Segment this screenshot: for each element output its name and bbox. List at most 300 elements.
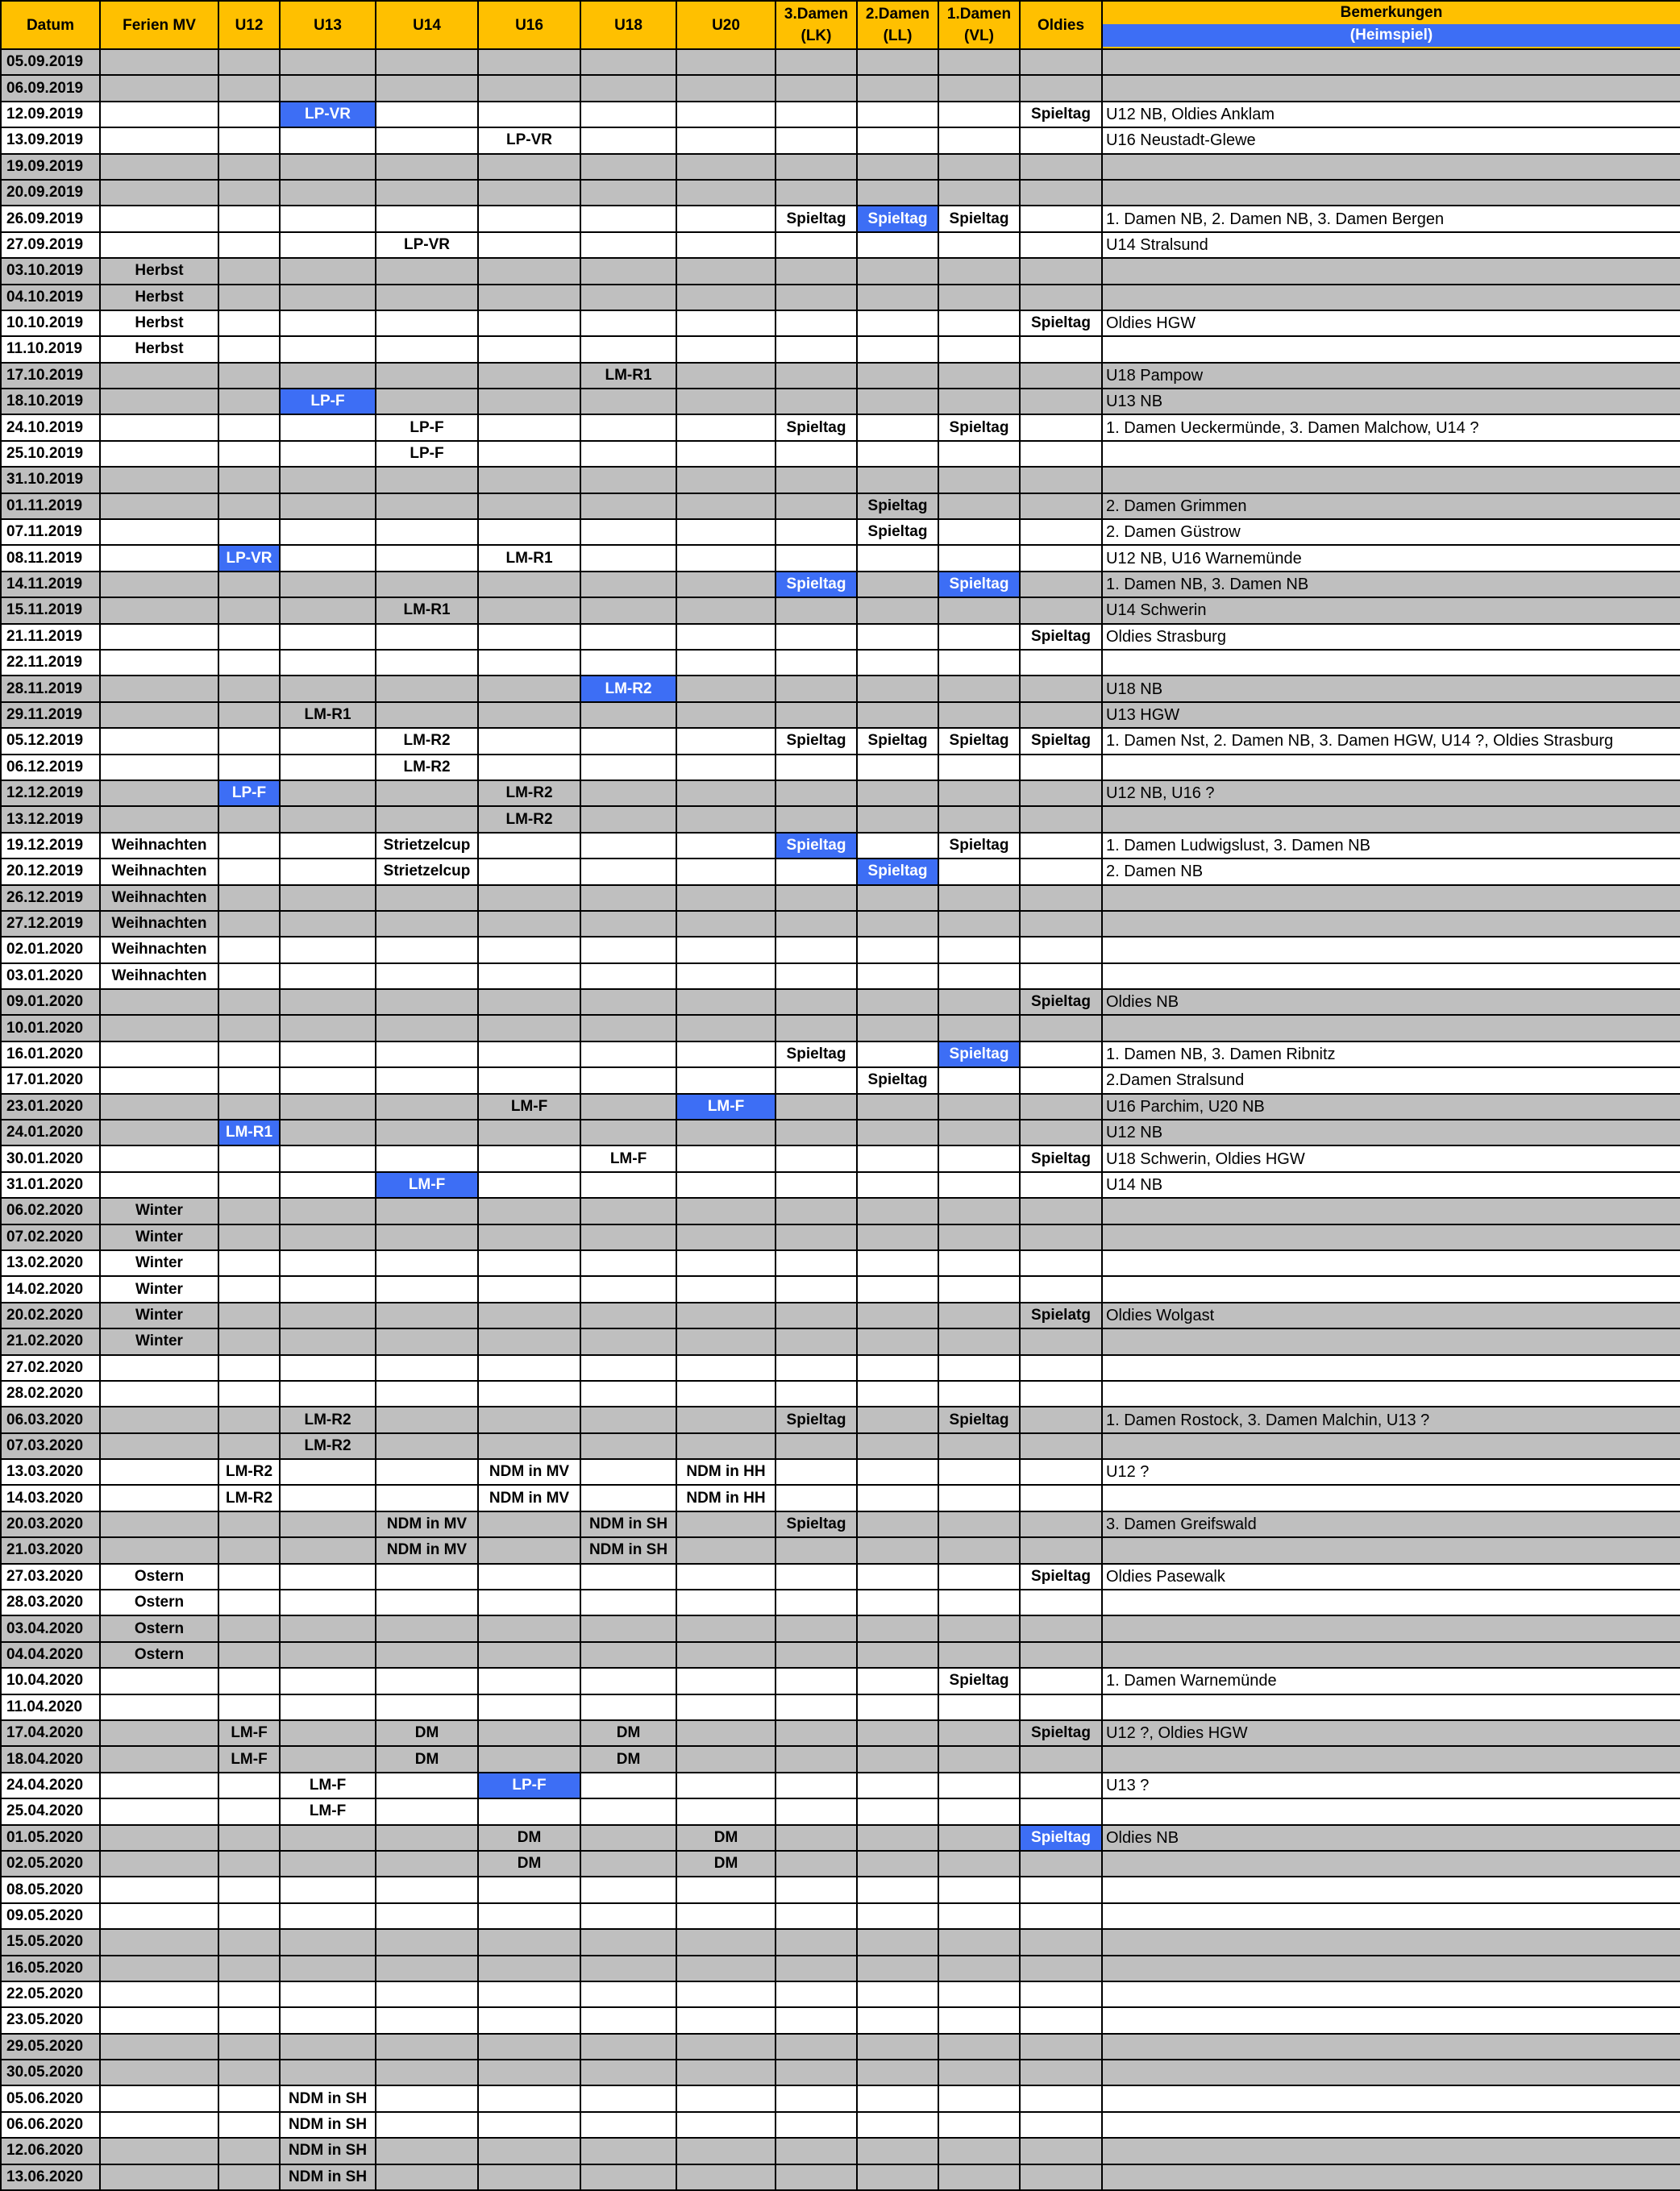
cell-d2[interactable] (857, 102, 938, 127)
cell-u16[interactable]: LP-VR (478, 127, 580, 153)
date-cell[interactable]: 03.04.2020 (1, 1615, 100, 1641)
cell-d1[interactable] (938, 1381, 1020, 1407)
remarks-cell[interactable]: Oldies NB (1102, 1825, 1680, 1851)
cell-oldies[interactable] (1020, 232, 1102, 258)
cell-u13[interactable] (280, 597, 376, 623)
cell-d1[interactable] (938, 441, 1020, 467)
cell-ferien[interactable]: Weihnachten (100, 833, 218, 859)
cell-u18[interactable] (580, 467, 676, 493)
cell-u13[interactable] (280, 937, 376, 962)
cell-u20[interactable] (676, 336, 776, 362)
cell-d3[interactable] (776, 363, 857, 389)
cell-u16[interactable] (478, 206, 580, 231)
cell-u20[interactable] (676, 1067, 776, 1093)
cell-d1[interactable] (938, 1720, 1020, 1746)
cell-u20[interactable] (676, 1145, 776, 1171)
date-cell[interactable]: 28.02.2020 (1, 1381, 100, 1407)
cell-u13[interactable] (280, 1537, 376, 1563)
cell-d3[interactable] (776, 232, 857, 258)
cell-u18[interactable] (580, 102, 676, 127)
cell-d3[interactable] (776, 885, 857, 911)
cell-ferien[interactable] (100, 232, 218, 258)
cell-d3[interactable]: Spieltag (776, 1511, 857, 1537)
remarks-cell[interactable] (1102, 2164, 1680, 2190)
cell-u14[interactable] (376, 2085, 478, 2111)
cell-u16[interactable] (478, 389, 580, 414)
remarks-cell[interactable] (1102, 1537, 1680, 1563)
cell-oldies[interactable] (1020, 1015, 1102, 1041)
cell-d3[interactable] (776, 1720, 857, 1746)
cell-u13[interactable] (280, 806, 376, 832)
date-cell[interactable]: 24.10.2019 (1, 414, 100, 440)
cell-d3[interactable]: Spieltag (776, 206, 857, 231)
cell-d3[interactable] (776, 1276, 857, 1302)
cell-d1[interactable] (938, 127, 1020, 153)
cell-ferien[interactable]: Winter (100, 1276, 218, 1302)
cell-u16[interactable] (478, 1172, 580, 1198)
date-cell[interactable]: 01.05.2020 (1, 1825, 100, 1851)
cell-d2[interactable] (857, 1094, 938, 1120)
cell-oldies[interactable] (1020, 1094, 1102, 1120)
cell-u18[interactable] (580, 650, 676, 676)
remarks-cell[interactable]: U16 Parchim, U20 NB (1102, 1094, 1680, 1120)
cell-u14[interactable] (376, 1798, 478, 1824)
remarks-cell[interactable] (1102, 2085, 1680, 2111)
date-cell[interactable]: 29.05.2020 (1, 2034, 100, 2060)
cell-oldies[interactable] (1020, 1120, 1102, 1145)
date-cell[interactable]: 04.10.2019 (1, 285, 100, 310)
date-cell[interactable]: 04.04.2020 (1, 1642, 100, 1668)
cell-u20[interactable] (676, 937, 776, 962)
cell-u14[interactable] (376, 1642, 478, 1668)
cell-u12[interactable] (218, 702, 280, 728)
cell-u20[interactable] (676, 258, 776, 284)
cell-d1[interactable] (938, 2164, 1020, 2190)
cell-ferien[interactable]: Ostern (100, 1564, 218, 1590)
cell-d1[interactable] (938, 911, 1020, 937)
cell-u12[interactable] (218, 389, 280, 414)
cell-u14[interactable] (376, 1433, 478, 1459)
cell-d1[interactable]: Spieltag (938, 1041, 1020, 1067)
cell-oldies[interactable] (1020, 1433, 1102, 1459)
cell-d1[interactable]: Spieltag (938, 1668, 1020, 1694)
cell-u18[interactable] (580, 911, 676, 937)
cell-u12[interactable] (218, 624, 280, 650)
cell-d3[interactable] (776, 1642, 857, 1668)
cell-u12[interactable] (218, 1877, 280, 1902)
cell-oldies[interactable] (1020, 1537, 1102, 1563)
cell-u12[interactable] (218, 676, 280, 701)
remarks-cell[interactable]: U13 NB (1102, 389, 1680, 414)
cell-d1[interactable] (938, 1798, 1020, 1824)
date-cell[interactable]: 22.11.2019 (1, 650, 100, 676)
cell-u14[interactable] (376, 806, 478, 832)
cell-u18[interactable] (580, 258, 676, 284)
cell-d3[interactable] (776, 650, 857, 676)
cell-u16[interactable] (478, 2138, 580, 2164)
cell-oldies[interactable] (1020, 2085, 1102, 2111)
cell-oldies[interactable] (1020, 1694, 1102, 1720)
header-u14[interactable]: U14 (376, 1, 478, 49)
cell-u20[interactable] (676, 1642, 776, 1668)
cell-d3[interactable] (776, 127, 857, 153)
cell-d2[interactable] (857, 1485, 938, 1511)
cell-u13[interactable] (280, 1981, 376, 2007)
date-cell[interactable]: 28.11.2019 (1, 676, 100, 701)
cell-u12[interactable] (218, 597, 280, 623)
cell-d3[interactable]: Spieltag (776, 1407, 857, 1432)
cell-u16[interactable] (478, 1929, 580, 1955)
cell-u20[interactable]: LM-F (676, 1094, 776, 1120)
cell-u16[interactable] (478, 154, 580, 180)
cell-ferien[interactable]: Winter (100, 1224, 218, 1250)
date-cell[interactable]: 05.12.2019 (1, 728, 100, 754)
cell-u16[interactable] (478, 180, 580, 206)
cell-u16[interactable] (478, 963, 580, 989)
cell-ferien[interactable]: Winter (100, 1198, 218, 1224)
cell-u18[interactable] (580, 1825, 676, 1851)
cell-oldies[interactable] (1020, 963, 1102, 989)
cell-u12[interactable] (218, 154, 280, 180)
cell-ferien[interactable] (100, 154, 218, 180)
cell-u20[interactable] (676, 780, 776, 806)
cell-u18[interactable] (580, 1615, 676, 1641)
cell-d2[interactable] (857, 1407, 938, 1432)
cell-oldies[interactable] (1020, 1798, 1102, 1824)
cell-u16[interactable] (478, 885, 580, 911)
cell-u12[interactable] (218, 1145, 280, 1171)
remarks-cell[interactable] (1102, 911, 1680, 937)
cell-u13[interactable] (280, 1041, 376, 1067)
cell-d2[interactable] (857, 1120, 938, 1145)
cell-oldies[interactable]: Spieltag (1020, 310, 1102, 336)
cell-u13[interactable]: NDM in SH (280, 2112, 376, 2138)
remarks-cell[interactable] (1102, 1798, 1680, 1824)
remarks-cell[interactable] (1102, 467, 1680, 493)
cell-d1[interactable] (938, 336, 1020, 362)
cell-u18[interactable]: NDM in SH (580, 1537, 676, 1563)
cell-ferien[interactable] (100, 414, 218, 440)
cell-d2[interactable] (857, 1720, 938, 1746)
cell-oldies[interactable] (1020, 1355, 1102, 1381)
cell-u13[interactable]: NDM in SH (280, 2164, 376, 2190)
cell-u20[interactable] (676, 414, 776, 440)
cell-u12[interactable] (218, 1511, 280, 1537)
cell-u18[interactable]: DM (580, 1720, 676, 1746)
cell-u14[interactable] (376, 1903, 478, 1929)
cell-u16[interactable]: DM (478, 1851, 580, 1877)
cell-d2[interactable] (857, 1433, 938, 1459)
cell-u18[interactable] (580, 1956, 676, 1981)
remarks-cell[interactable] (1102, 258, 1680, 284)
cell-d3[interactable]: Spieltag (776, 728, 857, 754)
cell-u16[interactable] (478, 1145, 580, 1171)
date-cell[interactable]: 24.04.2020 (1, 1773, 100, 1798)
cell-u16[interactable] (478, 1511, 580, 1537)
cell-ferien[interactable] (100, 180, 218, 206)
cell-u13[interactable] (280, 1929, 376, 1955)
cell-d3[interactable] (776, 519, 857, 545)
cell-u18[interactable] (580, 937, 676, 962)
cell-u12[interactable] (218, 102, 280, 127)
cell-ferien[interactable] (100, 1120, 218, 1145)
cell-u18[interactable] (580, 519, 676, 545)
cell-u18[interactable] (580, 1224, 676, 1250)
cell-u13[interactable] (280, 1224, 376, 1250)
cell-ferien[interactable]: Herbst (100, 336, 218, 362)
cell-oldies[interactable]: Spieltag (1020, 1825, 1102, 1851)
cell-d3[interactable] (776, 597, 857, 623)
cell-ferien[interactable] (100, 676, 218, 701)
cell-oldies[interactable] (1020, 937, 1102, 962)
remarks-cell[interactable] (1102, 885, 1680, 911)
cell-u12[interactable] (218, 232, 280, 258)
cell-u14[interactable] (376, 1145, 478, 1171)
cell-d1[interactable] (938, 1485, 1020, 1511)
cell-u12[interactable] (218, 519, 280, 545)
cell-u14[interactable] (376, 1564, 478, 1590)
date-cell[interactable]: 06.06.2020 (1, 2112, 100, 2138)
cell-u12[interactable]: LP-VR (218, 545, 280, 571)
cell-u14[interactable] (376, 493, 478, 519)
cell-u20[interactable] (676, 389, 776, 414)
cell-u12[interactable]: LM-R2 (218, 1485, 280, 1511)
cell-u16[interactable] (478, 258, 580, 284)
cell-u13[interactable] (280, 1877, 376, 1902)
cell-u12[interactable] (218, 755, 280, 780)
cell-ferien[interactable] (100, 780, 218, 806)
cell-oldies[interactable] (1020, 1851, 1102, 1877)
cell-ferien[interactable]: Herbst (100, 310, 218, 336)
cell-u13[interactable] (280, 624, 376, 650)
cell-d1[interactable] (938, 1094, 1020, 1120)
cell-u18[interactable] (580, 1276, 676, 1302)
cell-d2[interactable] (857, 1041, 938, 1067)
header-damen2[interactable] (857, 1, 938, 49)
cell-d2[interactable] (857, 258, 938, 284)
cell-d1[interactable] (938, 2138, 1020, 2164)
date-cell[interactable]: 11.04.2020 (1, 1694, 100, 1720)
cell-u13[interactable] (280, 1956, 376, 1981)
cell-u18[interactable] (580, 545, 676, 571)
cell-oldies[interactable] (1020, 363, 1102, 389)
cell-u14[interactable]: NDM in MV (376, 1511, 478, 1537)
cell-u16[interactable] (478, 1615, 580, 1641)
cell-u12[interactable] (218, 1798, 280, 1824)
cell-u14[interactable] (376, 336, 478, 362)
cell-u18[interactable] (580, 2164, 676, 2190)
cell-d2[interactable] (857, 127, 938, 153)
cell-u13[interactable]: NDM in SH (280, 2085, 376, 2111)
header-damen1[interactable] (938, 1, 1020, 49)
cell-u18[interactable] (580, 1903, 676, 1929)
cell-u18[interactable] (580, 780, 676, 806)
date-cell[interactable]: 08.11.2019 (1, 545, 100, 571)
cell-ferien[interactable] (100, 1929, 218, 1955)
cell-u16[interactable] (478, 624, 580, 650)
remarks-cell[interactable] (1102, 755, 1680, 780)
cell-ferien[interactable] (100, 2164, 218, 2190)
cell-d3[interactable] (776, 545, 857, 571)
cell-u13[interactable] (280, 545, 376, 571)
cell-u16[interactable] (478, 336, 580, 362)
cell-d1[interactable] (938, 1590, 1020, 1615)
date-cell[interactable]: 14.03.2020 (1, 1485, 100, 1511)
cell-u12[interactable] (218, 1668, 280, 1694)
cell-oldies[interactable] (1020, 1198, 1102, 1224)
cell-ferien[interactable] (100, 1956, 218, 1981)
cell-u20[interactable] (676, 833, 776, 859)
cell-u13[interactable] (280, 755, 376, 780)
cell-d2[interactable] (857, 363, 938, 389)
cell-ferien[interactable] (100, 728, 218, 754)
cell-u20[interactable] (676, 1694, 776, 1720)
cell-u12[interactable] (218, 1773, 280, 1798)
cell-u20[interactable] (676, 102, 776, 127)
cell-u18[interactable] (580, 1067, 676, 1093)
cell-u13[interactable]: LM-R2 (280, 1433, 376, 1459)
date-cell[interactable]: 31.10.2019 (1, 467, 100, 493)
cell-d3[interactable] (776, 963, 857, 989)
cell-d3[interactable] (776, 1172, 857, 1198)
cell-u20[interactable] (676, 2164, 776, 2190)
cell-d1[interactable]: Spieltag (938, 728, 1020, 754)
cell-d1[interactable] (938, 1198, 1020, 1224)
cell-ferien[interactable] (100, 1825, 218, 1851)
cell-u20[interactable] (676, 75, 776, 101)
cell-u16[interactable] (478, 911, 580, 937)
cell-ferien[interactable]: Herbst (100, 285, 218, 310)
cell-d1[interactable] (938, 989, 1020, 1015)
cell-ferien[interactable] (100, 1877, 218, 1902)
date-cell[interactable]: 02.01.2020 (1, 937, 100, 962)
cell-d1[interactable] (938, 597, 1020, 623)
header-ferien[interactable]: Ferien MV (100, 1, 218, 49)
cell-ferien[interactable] (100, 102, 218, 127)
cell-u18[interactable] (580, 154, 676, 180)
cell-ferien[interactable]: Herbst (100, 258, 218, 284)
cell-u12[interactable] (218, 75, 280, 101)
cell-u13[interactable] (280, 1615, 376, 1641)
cell-u20[interactable] (676, 1250, 776, 1276)
cell-ferien[interactable] (100, 1459, 218, 1485)
cell-d3[interactable] (776, 1798, 857, 1824)
cell-u13[interactable] (280, 1642, 376, 1668)
cell-d2[interactable] (857, 336, 938, 362)
cell-d1[interactable] (938, 963, 1020, 989)
cell-d1[interactable] (938, 1825, 1020, 1851)
cell-d1[interactable] (938, 1642, 1020, 1668)
cell-u18[interactable] (580, 285, 676, 310)
cell-oldies[interactable] (1020, 1328, 1102, 1354)
cell-d1[interactable] (938, 676, 1020, 701)
cell-u12[interactable] (218, 1929, 280, 1955)
cell-oldies[interactable] (1020, 1877, 1102, 1902)
cell-u14[interactable] (376, 545, 478, 571)
date-cell[interactable]: 06.09.2019 (1, 75, 100, 101)
cell-u20[interactable] (676, 885, 776, 911)
cell-u16[interactable] (478, 859, 580, 884)
cell-d2[interactable] (857, 2085, 938, 2111)
cell-u13[interactable]: LM-F (280, 1773, 376, 1798)
cell-ferien[interactable] (100, 806, 218, 832)
cell-u20[interactable] (676, 441, 776, 467)
cell-u16[interactable] (478, 75, 580, 101)
remarks-cell[interactable] (1102, 1903, 1680, 1929)
cell-d3[interactable] (776, 1198, 857, 1224)
cell-d2[interactable] (857, 1511, 938, 1537)
cell-oldies[interactable] (1020, 1956, 1102, 1981)
cell-u13[interactable] (280, 989, 376, 1015)
cell-u16[interactable]: NDM in MV (478, 1485, 580, 1511)
cell-u12[interactable] (218, 1224, 280, 1250)
cell-d1[interactable] (938, 2034, 1020, 2060)
cell-u13[interactable] (280, 1564, 376, 1590)
date-cell[interactable]: 24.01.2020 (1, 1120, 100, 1145)
cell-u20[interactable] (676, 728, 776, 754)
cell-d3[interactable]: Spieltag (776, 414, 857, 440)
cell-u18[interactable] (580, 597, 676, 623)
cell-d2[interactable]: Spieltag (857, 728, 938, 754)
cell-u13[interactable] (280, 572, 376, 597)
remarks-cell[interactable]: U12 NB, Oldies Anklam (1102, 102, 1680, 127)
cell-d2[interactable] (857, 1773, 938, 1798)
cell-ferien[interactable] (100, 1485, 218, 1511)
cell-u12[interactable] (218, 650, 280, 676)
cell-u20[interactable] (676, 1041, 776, 1067)
remarks-cell[interactable] (1102, 1276, 1680, 1302)
cell-u14[interactable] (376, 780, 478, 806)
cell-d3[interactable] (776, 755, 857, 780)
cell-u18[interactable] (580, 806, 676, 832)
cell-u20[interactable] (676, 493, 776, 519)
cell-ferien[interactable]: Weihnachten (100, 963, 218, 989)
cell-oldies[interactable] (1020, 49, 1102, 75)
cell-ferien[interactable] (100, 2085, 218, 2111)
cell-d3[interactable] (776, 911, 857, 937)
cell-d1[interactable] (938, 885, 1020, 911)
cell-u14[interactable] (376, 1094, 478, 1120)
date-cell[interactable]: 27.03.2020 (1, 1564, 100, 1590)
cell-u13[interactable] (280, 859, 376, 884)
cell-u12[interactable] (218, 258, 280, 284)
cell-u14[interactable] (376, 1694, 478, 1720)
cell-oldies[interactable] (1020, 1773, 1102, 1798)
date-cell[interactable]: 13.09.2019 (1, 127, 100, 153)
cell-u12[interactable] (218, 1615, 280, 1641)
cell-d2[interactable] (857, 2112, 938, 2138)
cell-oldies[interactable]: Spieltag (1020, 728, 1102, 754)
cell-ferien[interactable]: Ostern (100, 1590, 218, 1615)
cell-oldies[interactable] (1020, 1407, 1102, 1432)
header-u18[interactable]: U18 (580, 1, 676, 49)
cell-d1[interactable] (938, 1224, 1020, 1250)
cell-u16[interactable] (478, 1250, 580, 1276)
cell-u20[interactable] (676, 363, 776, 389)
cell-u14[interactable] (376, 1590, 478, 1615)
cell-u20[interactable] (676, 572, 776, 597)
cell-d2[interactable]: Spieltag (857, 206, 938, 231)
remarks-cell[interactable]: U14 Stralsund (1102, 232, 1680, 258)
cell-u18[interactable] (580, 1668, 676, 1694)
cell-u12[interactable] (218, 1355, 280, 1381)
cell-ferien[interactable] (100, 389, 218, 414)
cell-u13[interactable] (280, 1485, 376, 1511)
cell-oldies[interactable] (1020, 2164, 1102, 2190)
cell-u20[interactable] (676, 1407, 776, 1432)
cell-d1[interactable] (938, 1956, 1020, 1981)
date-cell[interactable]: 16.01.2020 (1, 1041, 100, 1067)
